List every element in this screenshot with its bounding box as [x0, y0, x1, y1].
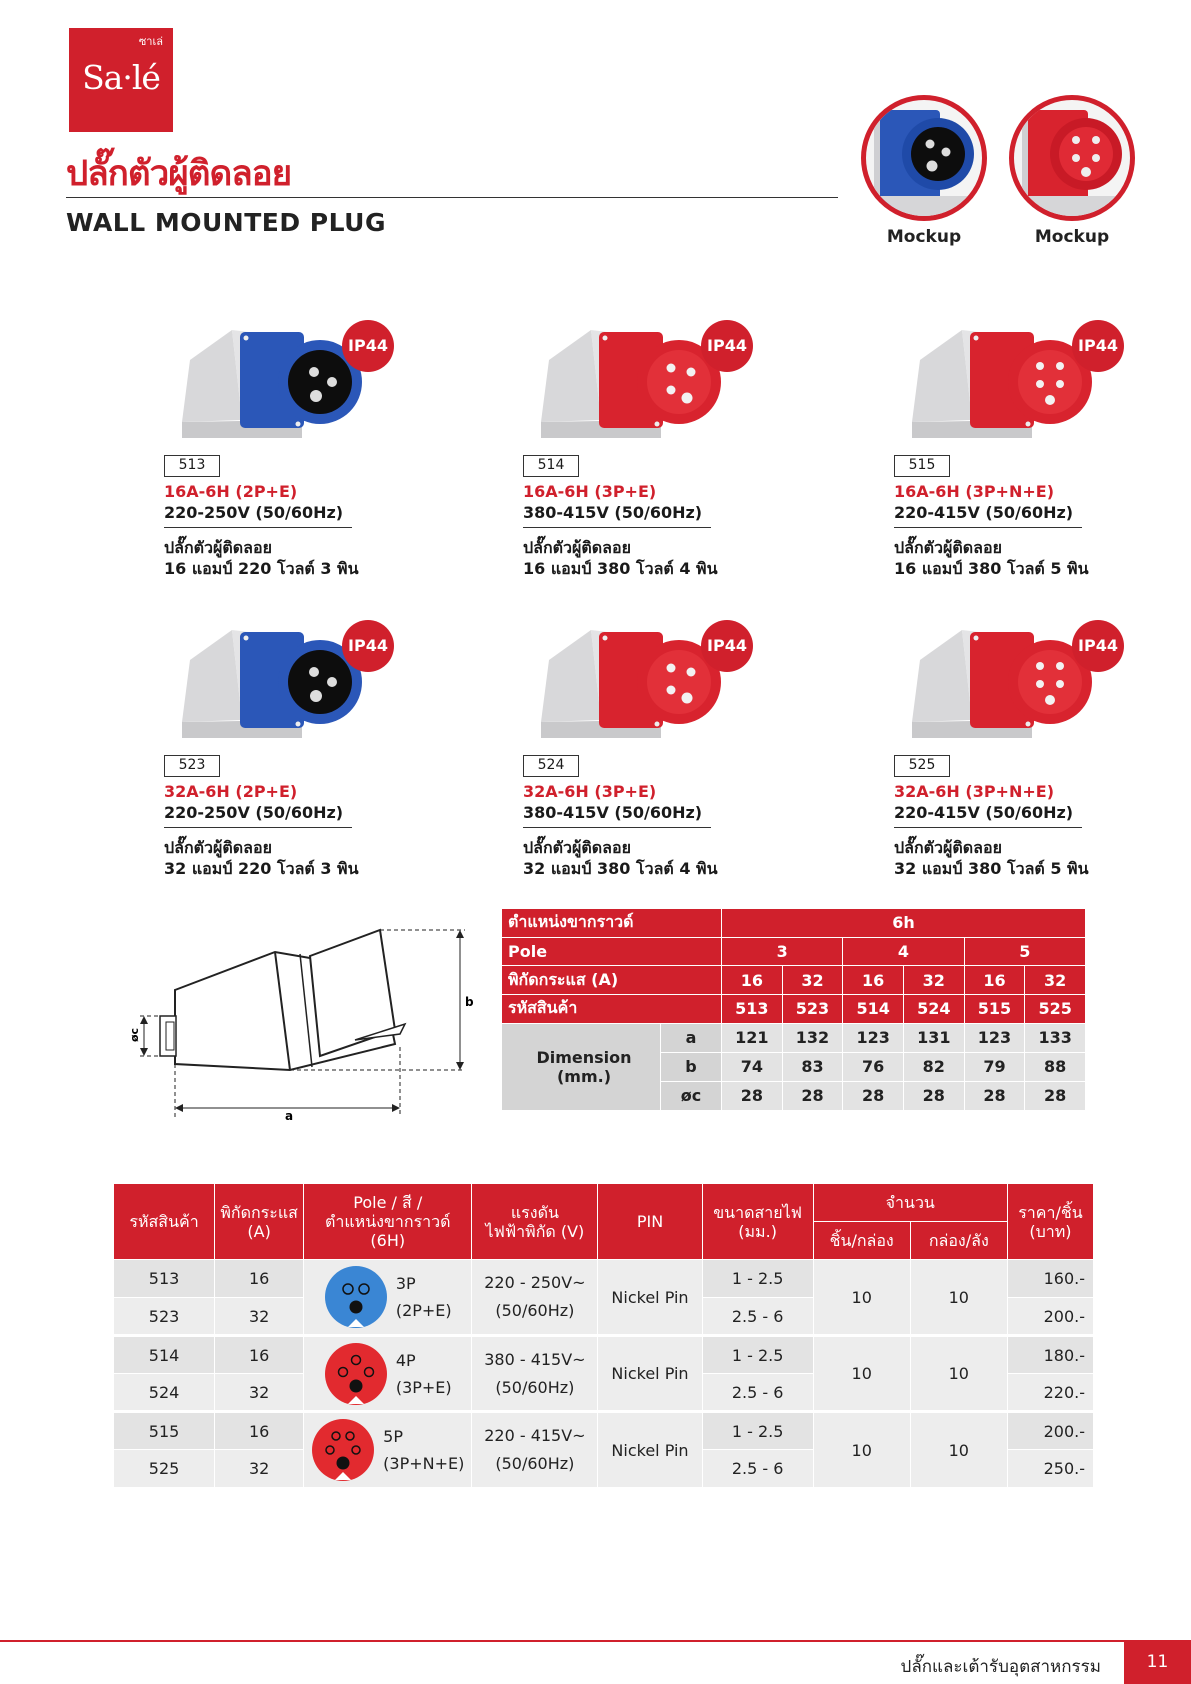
- header-voltage: [472, 1184, 598, 1260]
- product-desc-line1: ปลั๊กตัวผู้ติดลอย: [164, 838, 272, 857]
- table-row: [502, 966, 1086, 995]
- price-cell: 200.-: [1007, 1412, 1093, 1450]
- product-desc-line1: ปลั๊กตัวผู้ติดลอย: [523, 838, 631, 857]
- code-cell: 524: [114, 1374, 215, 1412]
- pole-sub: (3P+N+E): [383, 1454, 465, 1473]
- header-current: พิกัดกระแส (A): [215, 1184, 304, 1260]
- product-spec: 16A-6H (3P+E): [523, 482, 657, 501]
- product-card-513: [164, 320, 502, 590]
- footer-text: ปลั๊กและเต้ารับอุตสาหกรรม: [900, 1657, 1101, 1677]
- table-cell: 525: [1025, 995, 1086, 1024]
- footer-line: [0, 1640, 1191, 1642]
- table-cell: 79: [964, 1052, 1025, 1081]
- voltage-line: 380 - 415V~: [484, 1349, 586, 1369]
- ip44-badge: IP44: [1072, 620, 1124, 672]
- spec-divider: [523, 527, 711, 528]
- mockup-label: Mockup: [886, 227, 962, 247]
- pole-label: 4P: [395, 1350, 416, 1370]
- pin-layout-icon: [324, 1265, 388, 1329]
- header-price-line: (บาท): [1029, 1221, 1072, 1241]
- dimension-drawing: [120, 922, 480, 1122]
- current-cell: 32: [215, 1298, 304, 1336]
- product-code: 514: [523, 455, 579, 477]
- product-voltage: 380-415V (50/60Hz): [523, 503, 703, 522]
- dimension-label: Dimension (mm.): [502, 1024, 661, 1110]
- table-cell: 28: [843, 1081, 904, 1110]
- pole-cell: [304, 1336, 472, 1412]
- table-row: [502, 909, 1086, 938]
- product-desc-line2: 16 แอมป์ 220 โวลต์ 3 พิน: [164, 559, 359, 578]
- cable-cell: 2.5 - 6: [702, 1450, 813, 1488]
- price-cell: 160.-: [1007, 1260, 1093, 1298]
- logo-main-text: Sa·lé: [82, 58, 160, 97]
- product-code: 525: [894, 755, 950, 777]
- code-cell: 525: [114, 1450, 215, 1488]
- table-cell: 28: [782, 1081, 843, 1110]
- table-cell: 16: [722, 966, 783, 995]
- table-cell: 523: [782, 995, 843, 1024]
- per-case-cell: 10: [910, 1260, 1007, 1336]
- header-cable-line: ขนาดสายไฟ: [713, 1202, 802, 1222]
- table-cell: 132: [782, 1023, 843, 1052]
- spec-divider: [164, 527, 352, 528]
- dimension-label-cell: [502, 1023, 722, 1110]
- ip44-badge: IP44: [1072, 320, 1124, 372]
- mockup-blue-image: [861, 95, 987, 221]
- table-cell: 32: [782, 966, 843, 995]
- table-cell: 513: [722, 995, 783, 1024]
- spec-divider: [894, 827, 1082, 828]
- table-cell: 3: [722, 937, 843, 966]
- table-cell: 131: [903, 1023, 964, 1052]
- product-spec: 16A-6H (2P+E): [164, 482, 298, 501]
- label-c: øc: [128, 1027, 141, 1042]
- header-voltage-line: ไฟฟ้าพิกัด (V): [485, 1221, 585, 1241]
- cable-cell: 1 - 2.5: [702, 1260, 813, 1298]
- product-desc-line2: 32 แอมป์ 380 โวลต์ 5 พิน: [894, 859, 1089, 878]
- product-card-524: [523, 620, 861, 890]
- table-cell: รหัสสินค้า: [502, 995, 722, 1024]
- table-cell: 4: [843, 937, 964, 966]
- header-qty-case: กล่อง/ลัง: [910, 1222, 1007, 1260]
- product-card-525: [894, 620, 1191, 890]
- pin-cell: Nickel Pin: [598, 1260, 702, 1336]
- product-voltage: 220-250V (50/60Hz): [164, 803, 344, 822]
- per-case-cell: 10: [910, 1412, 1007, 1488]
- table-cell: 88: [1025, 1052, 1086, 1081]
- product-card-515: [894, 320, 1191, 590]
- pole-sub: (3P+E): [395, 1377, 452, 1397]
- pin-layout-icon: [311, 1418, 375, 1482]
- header-pole-line: ตำแหน่งขากราวด์: [324, 1212, 451, 1231]
- logo-thai-text: ซาเล่: [138, 35, 163, 48]
- product-desc-line1: ปลั๊กตัวผู้ติดลอย: [894, 538, 1002, 557]
- table-cell: 82: [903, 1052, 964, 1081]
- per-case-cell: 10: [910, 1336, 1007, 1412]
- label-b: b: [465, 995, 474, 1009]
- product-spec: 32A-6H (3P+E): [523, 782, 657, 801]
- label-a: a: [285, 1109, 294, 1122]
- voltage-line: (50/60Hz): [495, 1454, 575, 1473]
- code-cell: 523: [114, 1298, 215, 1336]
- voltage-cell: [472, 1260, 598, 1336]
- table-cell: 16: [964, 966, 1025, 995]
- pole-label: 3P: [395, 1274, 416, 1293]
- code-cell: 514: [114, 1336, 215, 1374]
- product-voltage: 220-415V (50/60Hz): [894, 503, 1074, 522]
- product-desc-line2: 16 แอมป์ 380 โวลต์ 4 พิน: [523, 559, 718, 578]
- code-cell: 515: [114, 1412, 215, 1450]
- product-spec: 32A-6H (3P+N+E): [894, 782, 1054, 801]
- pin-cell: Nickel Pin: [598, 1336, 702, 1412]
- table-row: [502, 1023, 1086, 1052]
- product-voltage: 380-415V (50/60Hz): [523, 803, 703, 822]
- header-pole-line: (6H): [370, 1231, 406, 1250]
- price-cell: 250.-: [1007, 1450, 1093, 1488]
- table-cell: Pole: [502, 937, 722, 966]
- table-cell: 524: [903, 995, 964, 1024]
- product-desc-line2: 32 แอมป์ 220 โวลต์ 3 พิน: [164, 859, 359, 878]
- voltage-line: (50/60Hz): [495, 1377, 575, 1397]
- header-cable: [702, 1184, 813, 1260]
- product-spec: 16A-6H (3P+N+E): [894, 482, 1054, 501]
- product-desc-line1: ปลั๊กตัวผู้ติดลอย: [523, 538, 631, 557]
- table-cell: 121: [722, 1023, 783, 1052]
- ip44-badge: IP44: [342, 320, 394, 372]
- voltage-cell: [472, 1412, 598, 1488]
- header-code: รหัสสินค้า: [114, 1184, 215, 1260]
- product-voltage: 220-250V (50/60Hz): [164, 503, 344, 522]
- header-cable-line: (มม.): [738, 1221, 777, 1241]
- table-cell: 6h: [722, 909, 1086, 938]
- table-cell: 123: [843, 1023, 904, 1052]
- price-cell: 220.-: [1007, 1374, 1093, 1412]
- voltage-cell: [472, 1336, 598, 1412]
- table-cell: 16: [843, 966, 904, 995]
- per-box-cell: 10: [813, 1260, 910, 1336]
- table-row: [502, 937, 1086, 966]
- pole-sub: (2P+E): [395, 1301, 452, 1320]
- title-divider: [66, 197, 838, 198]
- product-code: 515: [894, 455, 950, 477]
- cable-cell: 1 - 2.5: [702, 1336, 813, 1374]
- price-cell: 180.-: [1007, 1336, 1093, 1374]
- ip44-badge: IP44: [342, 620, 394, 672]
- table-cell: 514: [843, 995, 904, 1024]
- cable-cell: 2.5 - 6: [702, 1298, 813, 1336]
- mockup-blue: [858, 95, 990, 247]
- header-price: [1007, 1184, 1093, 1260]
- product-code: 523: [164, 755, 220, 777]
- header-qty-box: ชิ้น/กล่อง: [813, 1222, 910, 1260]
- product-spec: 32A-6H (2P+E): [164, 782, 298, 801]
- dim-key: øc: [680, 1086, 702, 1106]
- dim-key: b: [661, 1053, 721, 1082]
- header-pin: PIN: [598, 1184, 702, 1260]
- spec-divider: [164, 827, 352, 828]
- table-cell: 83: [782, 1052, 843, 1081]
- table-cell: 74: [722, 1052, 783, 1081]
- header-price-line: ราคา/ชิ้น: [1018, 1202, 1083, 1222]
- table-cell: 32: [1025, 966, 1086, 995]
- dimension-table: [501, 908, 1086, 1111]
- pin-cell: Nickel Pin: [598, 1412, 702, 1488]
- pole-cell: [304, 1260, 472, 1336]
- product-desc-line1: ปลั๊กตัวผู้ติดลอย: [164, 538, 272, 557]
- ip44-badge: IP44: [701, 620, 753, 672]
- current-cell: 16: [215, 1336, 304, 1374]
- table-row: [114, 1412, 1094, 1450]
- table-row: [114, 1260, 1094, 1298]
- page-title-english: WALL MOUNTED PLUG: [66, 208, 386, 237]
- spec-divider: [523, 827, 711, 828]
- product-voltage: 220-415V (50/60Hz): [894, 803, 1074, 822]
- header-pole: [304, 1184, 472, 1260]
- pin-layout-icon: [324, 1342, 388, 1406]
- mockup-label: Mockup: [1034, 227, 1110, 247]
- per-box-cell: 10: [813, 1412, 910, 1488]
- table-row: [114, 1336, 1094, 1374]
- page-title-thai: ปลั๊กตัวผู้ติดลอย: [66, 154, 292, 194]
- header-qty: จำนวน: [813, 1184, 1007, 1222]
- voltage-line: (50/60Hz): [495, 1301, 575, 1320]
- table-cell: พิกัดกระแส (A): [502, 966, 722, 995]
- table-cell: 32: [903, 966, 964, 995]
- voltage-line: 220 - 250V~: [484, 1273, 586, 1292]
- table-cell: ตำแหน่งขากราวด์: [502, 909, 722, 938]
- table-cell: 28: [903, 1081, 964, 1110]
- cable-cell: 1 - 2.5: [702, 1412, 813, 1450]
- product-code: 524: [523, 755, 579, 777]
- pole-label: 5P: [383, 1427, 403, 1446]
- brand-logo: [69, 28, 173, 132]
- ip44-badge: IP44: [701, 320, 753, 372]
- table-cell: 76: [843, 1052, 904, 1081]
- header-pole-line: Pole / สี /: [353, 1193, 423, 1212]
- table-row: [502, 995, 1086, 1024]
- table-cell: 5: [964, 937, 1085, 966]
- mockup-red-image: [1009, 95, 1135, 221]
- table-cell: 28: [964, 1081, 1025, 1110]
- price-cell: 200.-: [1007, 1298, 1093, 1336]
- product-card-523: [164, 620, 502, 890]
- table-cell: 28: [722, 1081, 783, 1110]
- current-cell: 32: [215, 1374, 304, 1412]
- current-cell: 16: [215, 1260, 304, 1298]
- table-cell: 515: [964, 995, 1025, 1024]
- product-card-514: [523, 320, 861, 590]
- current-cell: 16: [215, 1412, 304, 1450]
- header-voltage-line: แรงดัน: [510, 1202, 559, 1222]
- cable-cell: 2.5 - 6: [702, 1374, 813, 1412]
- current-cell: 32: [215, 1450, 304, 1488]
- product-code: 513: [164, 455, 220, 477]
- spec-divider: [894, 527, 1082, 528]
- pole-cell: [304, 1412, 472, 1488]
- price-table: [113, 1183, 1094, 1488]
- table-cell: 28: [1025, 1081, 1086, 1110]
- product-desc-line2: 16 แอมป์ 380 โวลต์ 5 พิน: [894, 559, 1089, 578]
- table-cell: 133: [1025, 1023, 1086, 1052]
- code-cell: 513: [114, 1260, 215, 1298]
- table-header-row: [114, 1184, 1094, 1222]
- per-box-cell: 10: [813, 1336, 910, 1412]
- table-cell: 123: [964, 1023, 1025, 1052]
- mockup-red: [1006, 95, 1138, 247]
- voltage-line: 220 - 415V~: [484, 1426, 586, 1445]
- dim-key: a: [661, 1024, 721, 1053]
- page-number: 11: [1124, 1640, 1191, 1684]
- product-desc-line2: 32 แอมป์ 380 โวลต์ 4 พิน: [523, 859, 718, 878]
- product-desc-line1: ปลั๊กตัวผู้ติดลอย: [894, 838, 1002, 857]
